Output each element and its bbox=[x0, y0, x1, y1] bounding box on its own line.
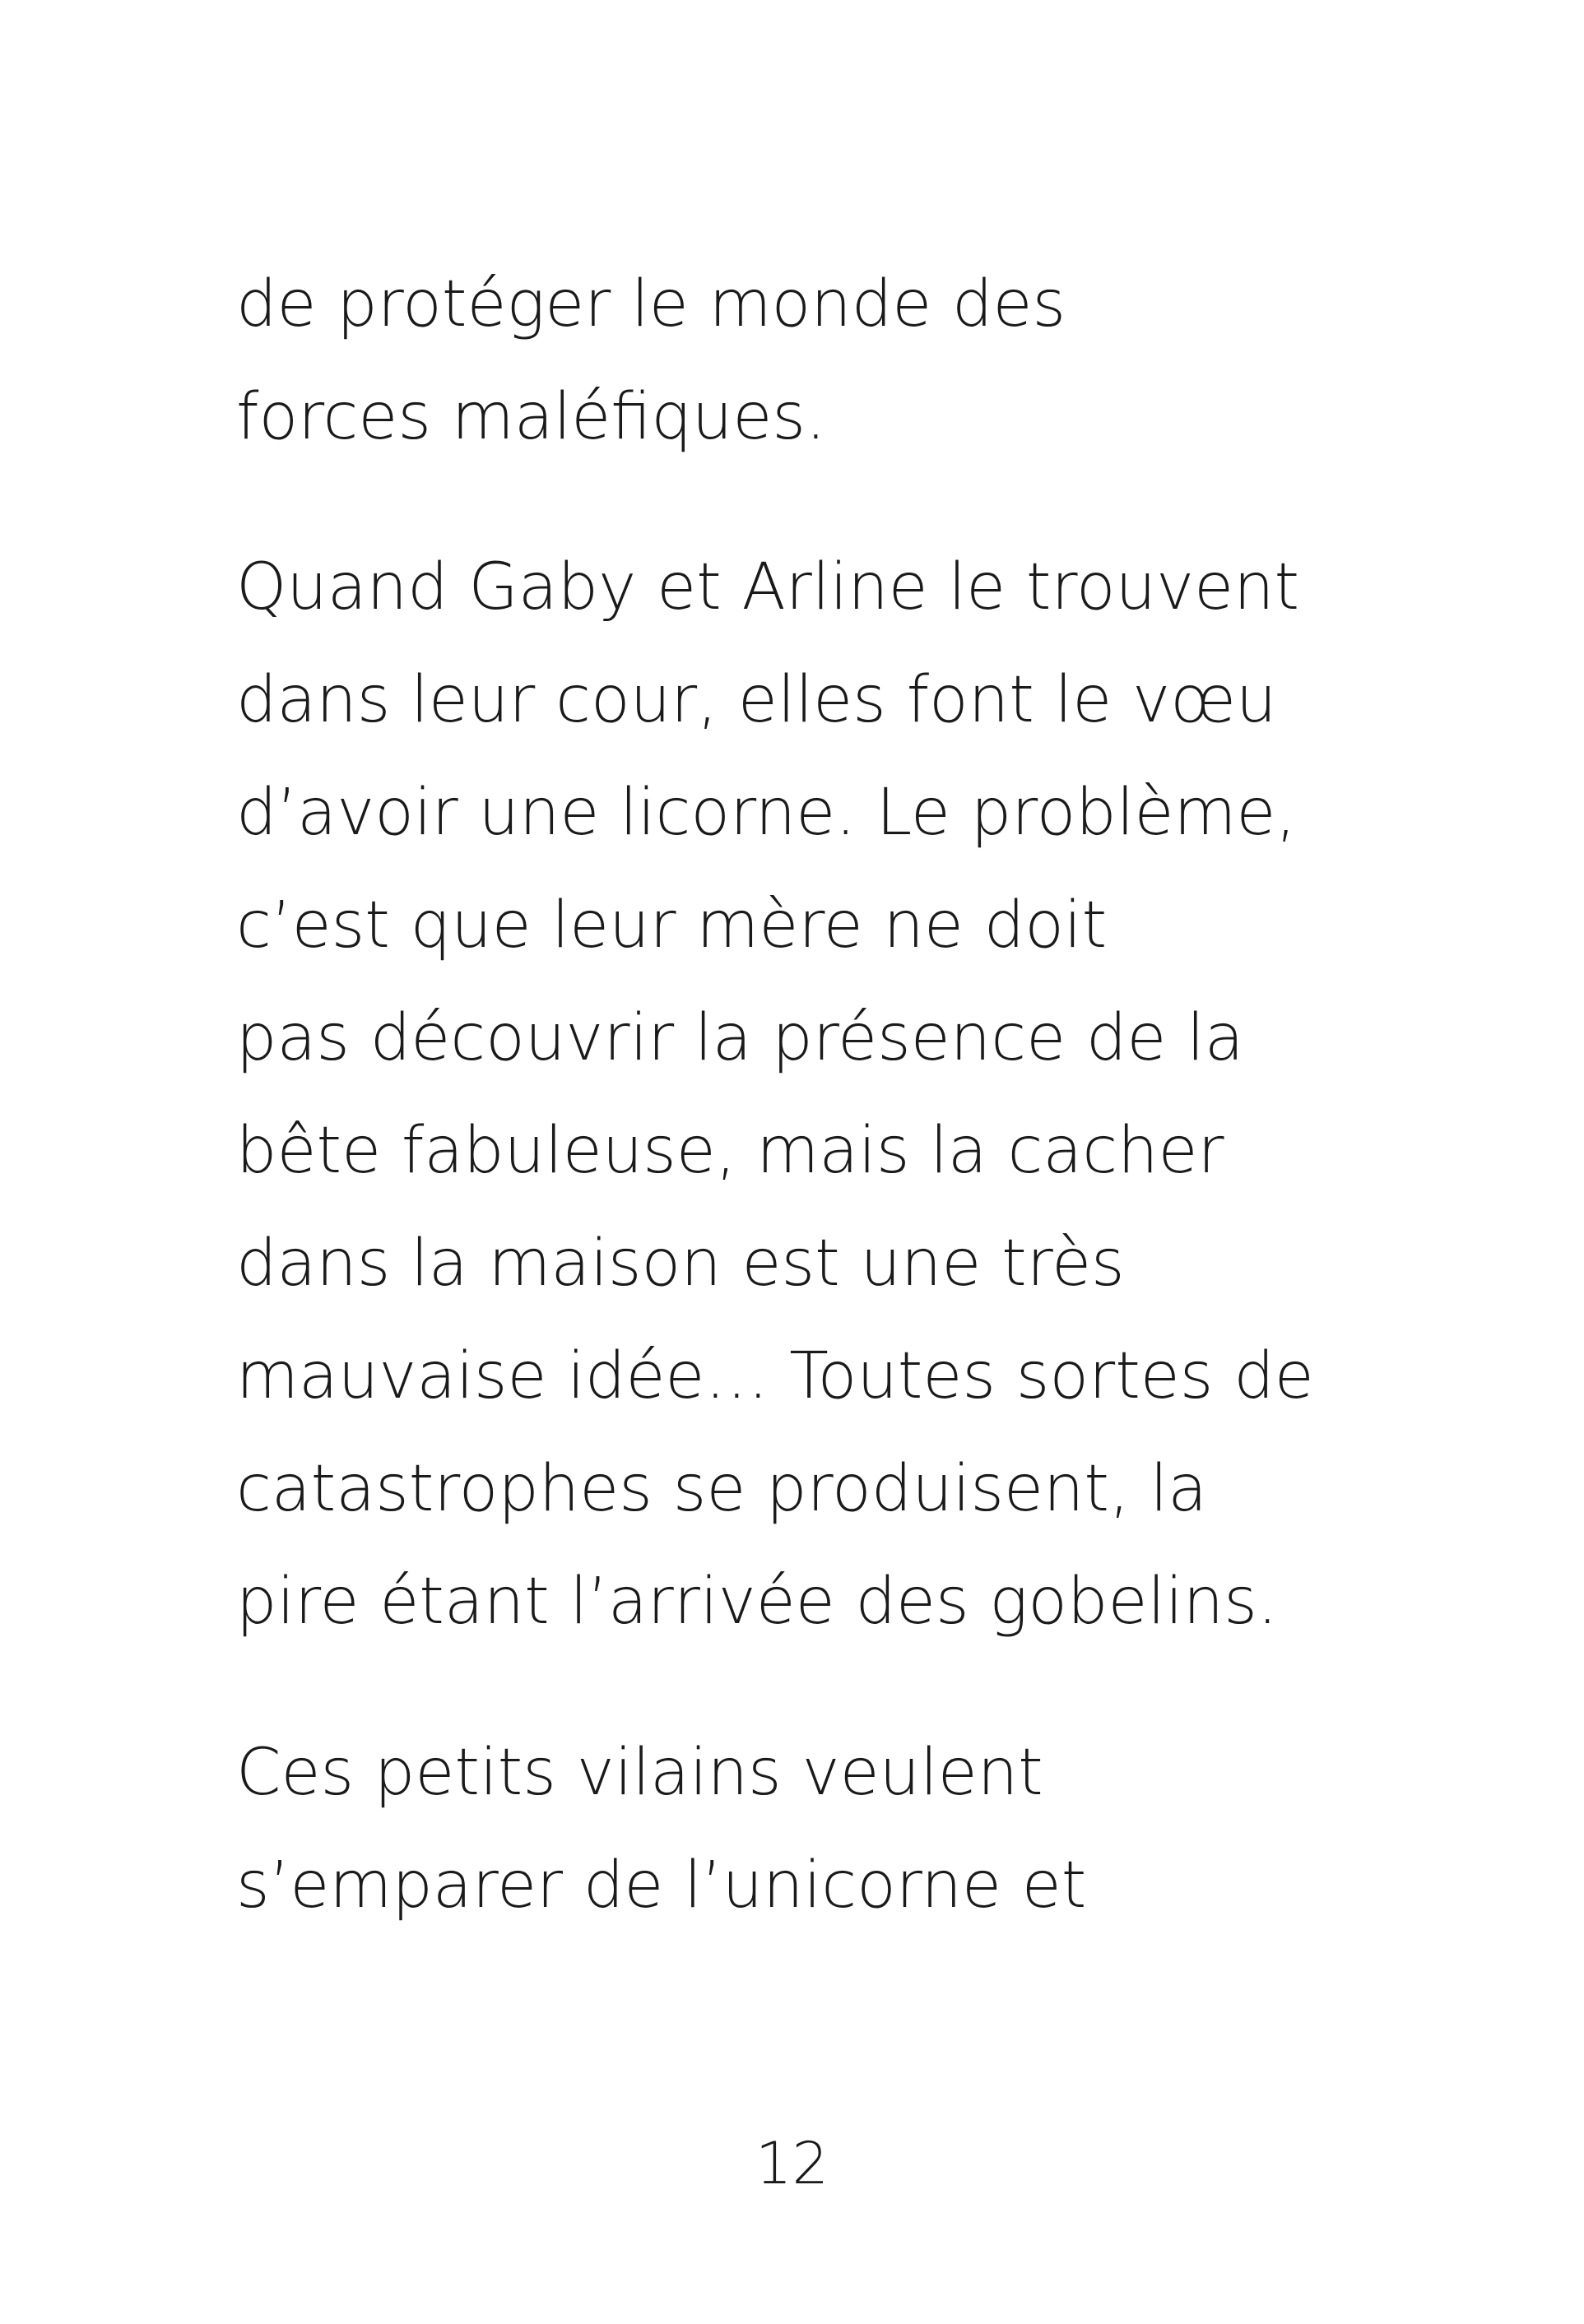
text-line: pas découvrir la présence de la bbox=[236, 1001, 1244, 1075]
paragraph-2 bbox=[236, 531, 1429, 1658]
text-line: Ces petits vilains veulent bbox=[236, 1736, 1043, 1810]
text-line: Quand Gaby et Arline le trouvent bbox=[236, 550, 1300, 624]
text-line: pire étant l’arrivée des gobelins. bbox=[236, 1565, 1278, 1639]
text-line: bête fabuleuse, mais la cacher bbox=[236, 1114, 1224, 1188]
text-line: dans leur cour, elles font le vœu bbox=[236, 663, 1277, 737]
text-line: catastrophes se produisent, la bbox=[236, 1452, 1208, 1526]
text-line: c’est que leur mère ne doit bbox=[236, 888, 1108, 963]
text-line: s’emparer de l’unicorne et bbox=[236, 1849, 1087, 1923]
text-line: d’avoir une licorne. Le problème, bbox=[236, 776, 1297, 850]
paragraph-3 bbox=[236, 1717, 1429, 1942]
text-line: forces maléfiques. bbox=[236, 380, 826, 454]
text-line: mauvaise idée… Toutes sortes de bbox=[236, 1339, 1314, 1413]
text-line: dans la maison est une très bbox=[236, 1227, 1125, 1301]
text-line: de protéger le monde des bbox=[236, 267, 1066, 341]
page-number: 12 bbox=[755, 2130, 829, 2197]
paragraph-1 bbox=[236, 248, 1429, 474]
